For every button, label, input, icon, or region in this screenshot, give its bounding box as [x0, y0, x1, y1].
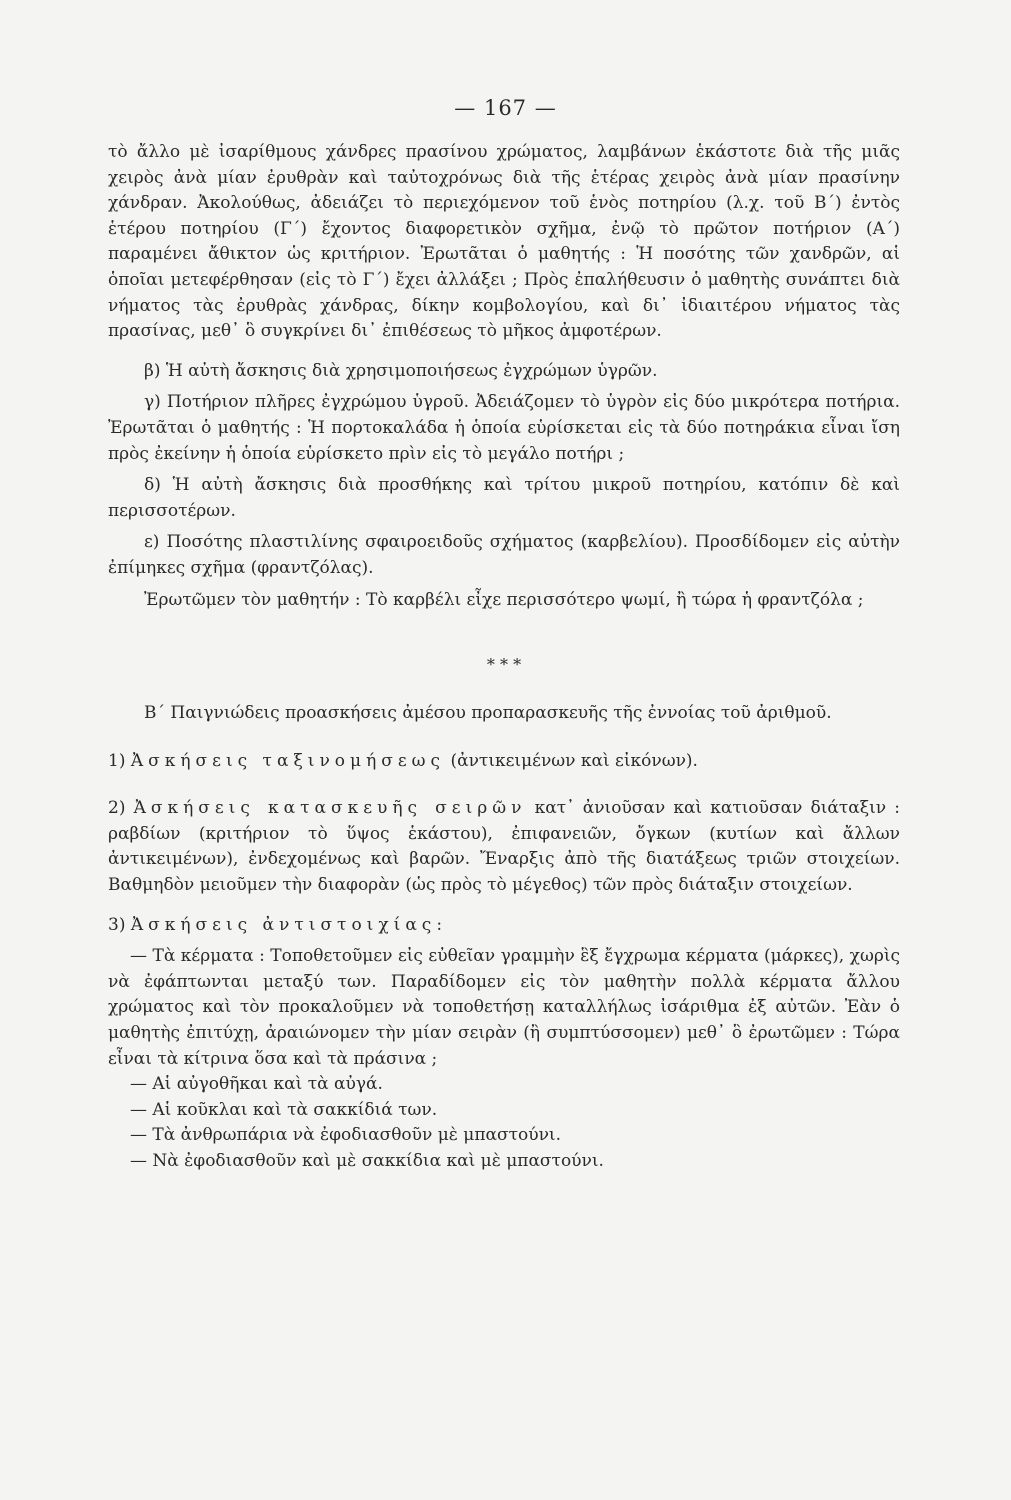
dash-item-2: — Αἱ κοῦκλαι καὶ τὰ σακκίδιά των.	[130, 1099, 438, 1120]
list-item-2	[108, 796, 900, 898]
paragraph-question: Ἐρωτῶμεν τὸν μαθητήν : Τὸ καρβέλι εἶχε περισσότερο ψωμί, ἢ τώρα ἡ φραντζόλα ;	[144, 589, 864, 610]
item-text: :	[436, 914, 443, 935]
paragraph-kermata: — Τὰ κέρματα : Τοποθετοῦμεν εἰς εὐθεῖαν γραμμὴν ἓξ ἔγχρωμα κέρματα (μάρκες), χωρὶς νὰ ἐφάπτωνται μεταξύ των. Παραδίδομεν εἰς τὸν μαθητὴν πολλὰ κέρματα ἄλλου χρώματος καὶ τὸν προκαλοῦμεν νὰ τοποθετήσῃ καταλλήλως ἰσάριθμα ἐξ αὐτῶν. Ἐὰν ὁ μαθητὴς ἐπιτύχῃ, ἀραιώνομεν τὴν μίαν σειρὰν (ἢ συμπτύσσομεν) μεθ᾽ ὃ ἐρωτῶμεν : Τώρα εἶναι τὰ κίτρινα ὅσα καὶ τὰ πράσινα ;	[108, 946, 900, 1069]
section-heading-b: Β΄ Παιγνιώδεις προασκήσεις ἀμέσου προπαρασκευῆς τῆς ἐννοίας τοῦ ἀριθμοῦ.	[144, 703, 832, 724]
item-title-spaced: Ἀσκήσεις ταξινομήσεως	[130, 750, 446, 771]
item-text: κατ᾽ ἀνιοῦσαν καὶ κατιοῦσαν διάταξιν : ραβδίων (κριτήριον τὸ ὕψος ἑκάστου), ἐπιφανειῶν, ὄγκων (κυτίων καὶ ἄλλων ἀντικειμένων), ἐνδεχομένως καὶ βαρῶν. Ἔναρξις ἀπὸ τῆς διατάξεως τριῶν στοιχείων. Βαθμηδὸν μειοῦμεν τὴν διαφορὰν (ὡς πρὸς τὸ μέγεθος) τῶν πρὸς διάταξιν στοιχείων.	[108, 798, 900, 896]
item-number: 2)	[108, 798, 134, 819]
dash-item-4: — Νὰ ἐφοδιασθοῦν καὶ μὲ σακκίδια καὶ μὲ μπαστούνι.	[130, 1151, 604, 1171]
paragraph-delta: δ) Ἡ αὐτὴ ἄσκησις διὰ προσθήκης καὶ τρίτου μικροῦ ποτηρίου, κατόπιν δὲ καὶ περισσοτέρων.	[108, 475, 900, 521]
item-title-spaced: Ἀσκήσεις κατασκευῆς σειρῶν	[133, 798, 527, 819]
paragraph-gamma: γ) Ποτήριον πλῆρες ἐγχρώμου ὑγροῦ. Ἀδειάζομεν τὸ ὑγρὸν εἰς δύο μικρότερα ποτήρια. Ἐρωτᾶται ὁ μαθητής : Ἡ πορτοκαλάδα ἡ ὁποία εὑρίσκεται εἰς τὰ δύο ποτηράκια εἶναι ἴση πρὸς ἐκείνην ἡ ὁποία εὑρίσκετο πρὶν εἰς τὸ μεγάλο ποτήρι ;	[108, 392, 900, 464]
section-divider-asterisks: * * *	[486, 655, 522, 675]
page-number: — 167 —	[454, 96, 557, 120]
dash-item-1: — Αἱ αὐγοθῆκαι καὶ τὰ αὐγά.	[130, 1074, 383, 1095]
list-item-3	[108, 913, 900, 939]
page-body	[108, 140, 900, 1175]
item-number: 1)	[108, 750, 131, 771]
list-item-1	[108, 749, 900, 775]
dash-item-3: — Τὰ ἀνθρωπάρια νὰ ἐφοδιασθοῦν μὲ μπαστούνι.	[130, 1125, 561, 1146]
paragraph-chandres: τὸ ἄλλο μὲ ἰσαρίθμους χάνδρες πρασίνου χρώματος, λαμβάνων ἑκάστοτε διὰ τῆς μιᾶς χειρὸς ἀνὰ μίαν ἐρυθρὰν καὶ ταὐτοχρόνως διὰ τῆς ἑτέρας χειρὸς ἀνὰ μίαν πρασίνην χάνδραν. Ἀκολούθως, ἀδειάζει τὸ περιεχόμενον τοῦ ἑνὸς ποτηρίου (λ.χ. τοῦ Β΄) ἐντὸς ἑτέρου ποτηρίου (Γ΄) ἔχοντος διαφορετικὸν σχῆμα, ἐνῷ τὸ πρῶτον ποτήριον (Α΄) παραμένει ἄθικτον ὡς κριτήριον. Ἐρωτᾶται ὁ μαθητής : Ἡ ποσότης τῶν χανδρῶν, αἱ ὁποῖαι μετεφέρθησαν (εἰς τὸ Γ΄) ἔχει ἀλλάξει ; Πρὸς ἐπαλήθευσιν ὁ μαθητὴς συνάπτει διὰ νήματος τὰς ἐρυθρὰς χάνδρας, δίκην κομβολογίου, καὶ δι᾽ ἰδιαιτέρου νήματος τὰς πρασίνας, μεθ᾽ ὃ συγκρίνει δι᾽ ἐπιθέσεως τὸ μῆκος ἀμφοτέρων.	[108, 142, 900, 342]
item-number: 3)	[108, 914, 131, 935]
paragraph-beta: β) Ἡ αὐτὴ ἄσκησις διὰ χρησιμοποιήσεως ἐγχρώμων ὑγρῶν.	[144, 360, 658, 381]
paragraph-epsilon: ε) Ποσότης πλαστιλίνης σφαιροειδοῦς σχήματος (καρβελίου). Προσδίδομεν εἰς αὐτὴν ἐπίμηκες σχῆμα (φραντζόλας).	[108, 532, 900, 578]
item-title-spaced: Ἀσκήσεις ἀντιστοιχίας	[130, 914, 437, 935]
item-text: (ἀντικειμένων καὶ εἰκόνων).	[445, 750, 698, 771]
